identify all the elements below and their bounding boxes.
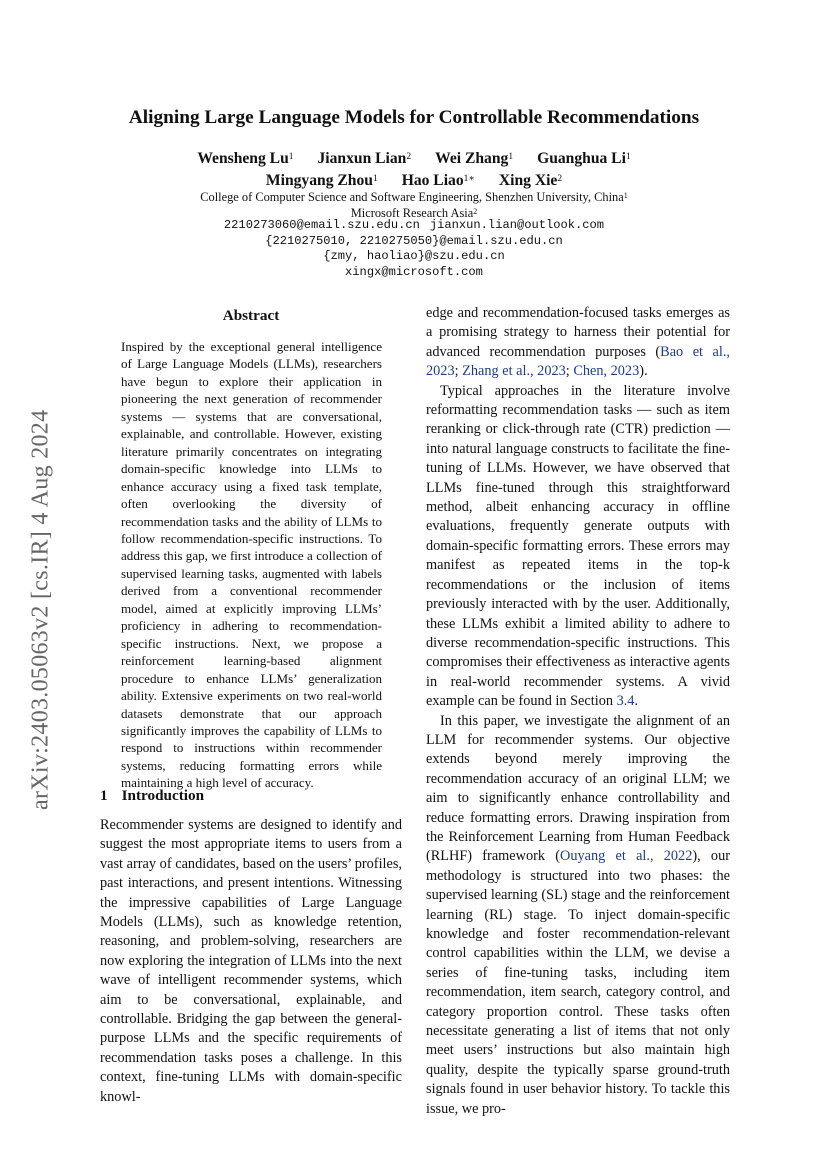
author: Wei Zhang$^1$ [435,150,514,167]
affiliation-1: College of Computer Science and Software Engineering, Shenzhen University, China$^1$ [200,190,628,204]
right-column-body [426,304,730,1119]
author: Wensheng Lu$^1$ [197,150,294,167]
citation-link[interactable]: Chen, 2023 [573,363,640,380]
author: Xing Xie$^2$ [498,172,563,189]
abstract-heading: Abstract [222,307,280,324]
affiliation-2: Microsoft Research Asia$^2$ [350,205,478,220]
author: Mingyang Zhou$^1$ [265,172,378,189]
paragraph: Typical approaches in the literature involve reformatting recommendation tasks — such as item reranking or click-through rate (CTR) prediction — into natural language constructs to facilitate the fine-tuning of LLMs. However, we have observed that LLMs fine-tuned through this straightforward method, albeit enhancing accuracy in offline evaluations, frequently generate outputs with domain-specific formatting errors. These errors may manifest as repeated items in the top-k recommendations or the inclusion of items previously interacted with by the user. Additionally, these LLMs exhibit a limited ability to adhere to diverse recommendation-specific instructions. This compromises their effectiveness as interactive agents in real-world recommender systems. A vivid example can be found in Section 3.4. [426,382,730,710]
author: Jianxun Lian$^2$ [317,150,412,167]
section-reference-link[interactable]: 3.4 [616,693,635,710]
email: {zmy, haoliao}@szu.edu.cn [323,249,505,264]
citation-link[interactable]: Bao et al., 2023 [426,343,731,380]
paragraph: Recommender systems are designed to identify and suggest the most appropriate items to users from a vast array of candidates, based on the users’ profiles, past interactions, and present intentions. Witnessing the impressive capabilities of Large Language Models (LLMs), such as knowledge retention, reasoning, and problem-solving, researchers are now exploring the integration of LLMs into the next wave of intelligent recommender systems, which aim to be conversational, explainable, and controllable. Bridging the gap between the general-purpose LLMs and the specific requirements of recommendation tasks poses a challenge. In this context, fine-tuning LLMs with domain-specific knowl- [100,817,402,1105]
email: {2210275010, 2210275050}@email.szu.edu.cn [265,233,563,248]
author: Hao Liao$^{1∗}$ [401,172,475,189]
abstract-text: Inspired by the exceptional general intelligence of Large Language Models (LLMs), researchers have begun to explore their application in pioneering the next generation of recommender systems — systems that are conversational, explainable, and controllable. However, existing literature primarily concentrates on integrating domain-specific knowledge into LLMs to enhance accuracy using a fixed task template, often overlooking the diversity of recommendation tasks and the ability of LLMs to follow recommendation-specific instructions. To address this gap, we first introduce a collection of supervised learning tasks, augmented with labels derived from a conventional recommender model, aimed at explicitly improving LLMs’ proficiency in adhering to recommendation-specific instructions. Next, we propose a reinforcement learning-based alignment procedure to enhance LLMs’ generalization ability. Extensive experiments on two real-world datasets demonstrate that our approach significantly improves the capability of LLMs to respond to instructions within recommender systems, reducing formatting errors while maintaining a high level of accuracy. [121,339,382,791]
email: 2210273060@email.szu.edu.cn [223,218,420,232]
author-list [95,148,733,192]
left-column-body [100,816,402,1107]
citation-link[interactable]: Zhang et al., 2023 [462,363,566,380]
citation-link[interactable]: Ouyang et al., 2022 [560,848,693,865]
paragraph: edge and recommendation-focused tasks emerges as a promising strategy to harness their potential for advanced recommendation purposes (Bao et al., 2023; Zhang et al., 2023; Chen, 2023). [426,305,731,380]
arxiv-identifier: arXiv:2403.05063v2 [cs.IR] 4 Aug 2024 [27,409,54,811]
section-heading-introduction: 1 Introduction [100,787,205,804]
email: jianxun.lian@outlook.com [429,218,605,232]
email-addresses [95,218,733,280]
paper-title: Aligning Large Language Models for Controllable Recommendations [128,107,700,128]
author: Guanghua Li$^1$ [537,150,631,167]
affiliations [95,190,733,221]
paragraph: In this paper, we investigate the alignment of an LLM for recommender systems. Our objective extends beyond merely improving the recommendation accuracy of an original LLM; we aim to significantly enhance controllability and reduce formatting errors. Drawing inspiration from the Reinforcement Learning from Human Feedback (RLHF) framework (Ouyang et al., 2022), our methodology is structured into two phases: the supervised learning (SL) stage and the reinforcement learning (RL) stage. To inject domain-specific knowledge and foster recommendation-relevant control capabilities within the LLM, we devise a series of fine-tuning tasks, including item recommendation, item search, category control, and category proportion control. These tasks often necessitate generating a list of items that not only meet users’ instructions but also maintain high quality, despite the typically sparse ground-truth signals found in user behavior history. To tackle this issue, we pro- [426,712,730,1117]
email: xingx@microsoft.com [345,264,483,279]
